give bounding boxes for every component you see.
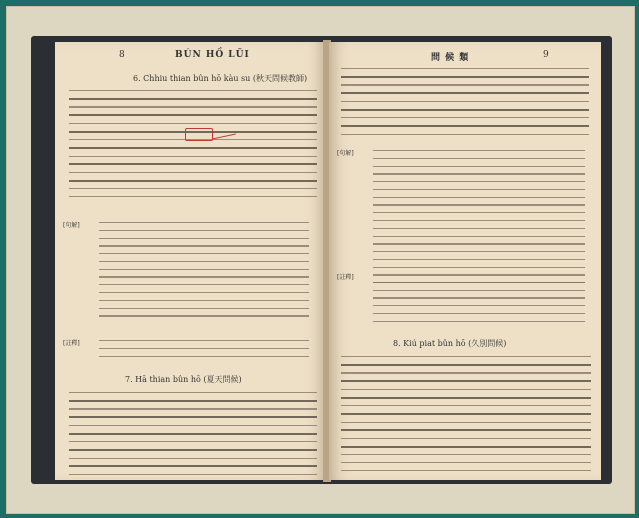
section-6-text xyxy=(69,90,317,212)
left-glossary xyxy=(99,222,309,330)
left-page-number: 8 xyxy=(119,50,125,60)
section-6-heading: 6. Chhiu thian bûn hō kàu su (秋天問候教師) xyxy=(133,74,308,83)
left-juzhu-tag: [句解] xyxy=(63,222,80,229)
right-page-number: 9 xyxy=(543,50,549,60)
section-8-heading: 8. Kiú piat bûn hō (久別問候) xyxy=(393,339,507,348)
section-8-text xyxy=(341,356,591,478)
red-handwritten-box xyxy=(185,128,213,141)
right-top-text xyxy=(341,68,589,146)
right-zhushi-tag: [註釋] xyxy=(337,274,354,281)
left-page-title: BÚN HỒ LŨI xyxy=(175,50,250,60)
section-7-text xyxy=(69,392,317,476)
left-page xyxy=(55,42,326,480)
right-notes xyxy=(373,274,585,330)
left-notes xyxy=(99,340,309,364)
right-juzhu-tag: [句解] xyxy=(337,150,354,157)
left-zhushi-tag: [註釋] xyxy=(63,340,80,347)
right-page xyxy=(329,42,601,480)
section-7-heading: 7. Hā thian bûn hō (夏天問候) xyxy=(125,375,242,384)
right-page-title: 問 候 類 xyxy=(431,53,470,63)
